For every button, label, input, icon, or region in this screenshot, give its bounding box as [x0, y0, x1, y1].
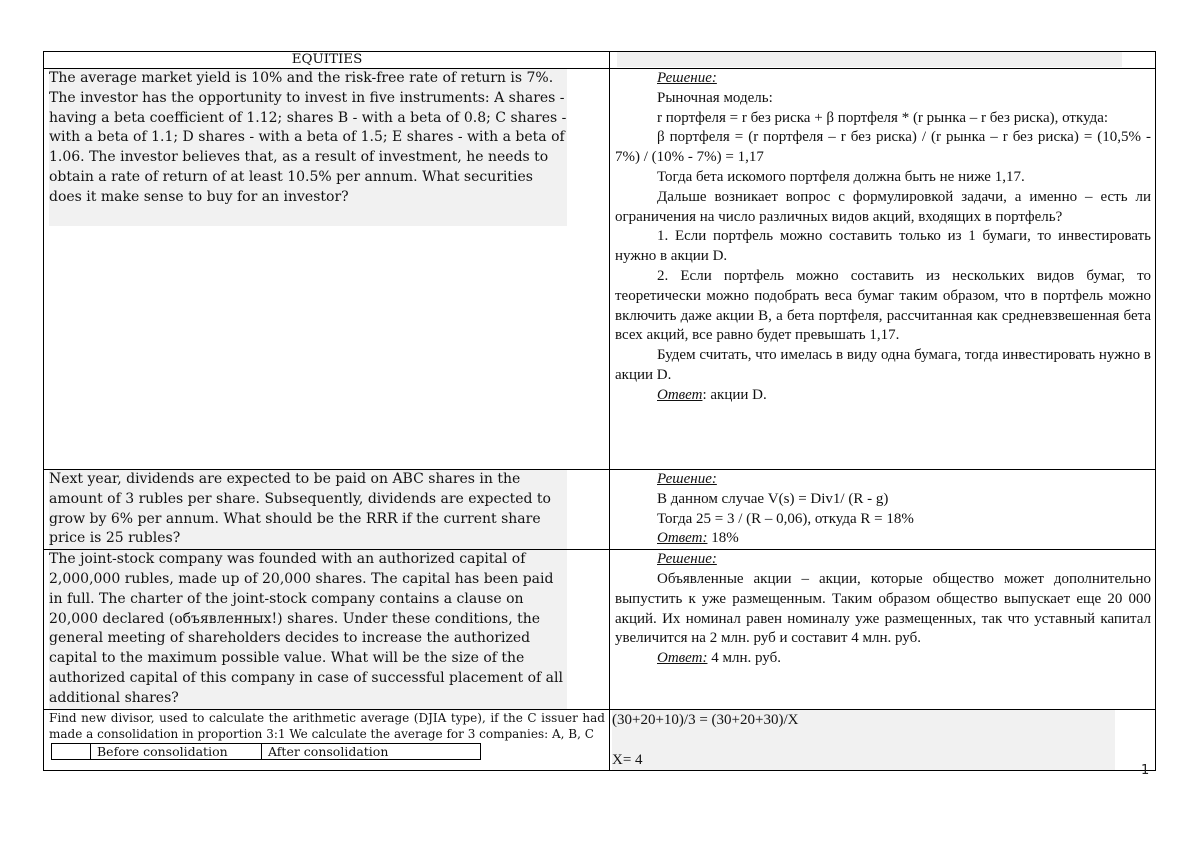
answer-paragraph: β портфеля = (r портфеля – r без риска) / (r рынка – r без риска) = (10,5% - 7%) / (10% - 7%) = 1,17 — [615, 129, 1151, 166]
solution-label: Решение: — [657, 70, 717, 86]
question-text: The joint-stock company was founded with an authorized capital of 2,000,000 rubles, made up of 20,000 shares. The capital has been paid in full. The charter of the joint-stock company contains a clause on 20,000 declared (объявленных!) shares. Under these conditions, the general meeting of shareholders decides to increase the authorized capital to the maximum possible value. What will be the size of the authorized capital of this company in case of successful placement of all additional shares? — [49, 550, 567, 708]
answer-paragraph: 1. Если портфель можно составить только из 1 бумаги, то инвестировать нужно в акции D. — [615, 228, 1151, 265]
answer-paragraph: Будем считать, что имелась в виду одна бумага, тогда инвестировать нужно в акции D. — [615, 347, 1151, 383]
question-cell — [44, 69, 610, 470]
answer-paragraph: Рыночная модель: — [657, 89, 773, 106]
answer-result — [615, 386, 1151, 406]
question-text: The average market yield is 10% and the risk-free rate of return is 7%. The investor has the opportunity to invest in five instruments: A shares - having a beta coefficient of 1.12; shares B - with a beta of 0.8; C shares - with a beta of 1.1; D shares - with a beta of 1.5; E shares - with a beta of 1.06. The investor believes that, as a result of investment, he needs to obtain a rate of return of at least 10.5% per annum. What securities does it make sense to buy for an investor? — [49, 69, 567, 226]
table-header-row — [44, 52, 1156, 69]
question-cell — [44, 550, 610, 709]
consolidation-header-row — [52, 743, 481, 759]
answer-paragraph: В данном случае V(s) = Div1/ (R - g) — [657, 490, 889, 507]
result-text: 4 млн. руб. — [707, 650, 781, 667]
answer-block — [612, 710, 1115, 770]
result-label: Ответ: — [657, 650, 708, 667]
equation-line: (30+20+10)/3 = (30+20+30)/X — [612, 711, 799, 728]
equities-table — [43, 51, 1156, 771]
answer-result — [615, 529, 1151, 549]
table-row — [44, 470, 1156, 550]
answer-paragraph: r портфеля = r без риска + β портфеля * (r рынка – r без риска), откуда: — [657, 109, 1109, 126]
solution-label: Решение: — [657, 551, 717, 568]
answer-paragraph: Тогда 25 = 3 / (R – 0,06), откуда R = 18% — [657, 510, 914, 527]
empty-cell — [52, 743, 91, 759]
answer-result — [615, 649, 1151, 669]
table-row — [44, 69, 1156, 470]
question-cell — [44, 470, 610, 550]
answer-cell — [610, 69, 1156, 470]
result-text: 18% — [707, 530, 739, 547]
answer-paragraph: Тогда бета искомого портфеля должна быть не ниже 1,17. — [657, 168, 1025, 185]
consolidation-table — [51, 743, 481, 760]
answer-cell — [610, 550, 1156, 709]
table-title: EQUITIES — [44, 52, 610, 69]
answer-cell — [610, 709, 1156, 770]
result-line: X= 4 — [612, 751, 643, 768]
table-row — [44, 550, 1156, 709]
page-number: 1 — [1141, 763, 1150, 778]
result-text: : акции D. — [702, 386, 767, 403]
answer-paragraph: Дальше возникает вопрос с формулировкой задачи, а именно – есть ли ограничения на число различных видов акций, входящих в портфель? — [615, 188, 1151, 225]
column-header: After consolidation — [262, 743, 481, 759]
table-row — [44, 709, 1156, 770]
answer-paragraph: Объявленные акции – акции, которые общество может дополнительно выпустить к уже размещенным. Таким образом общество выпускает еще 20 000 акций. Их номинал равен номиналу уже размещенных, так что уставный капитал увеличится на 2 млн. руб и составит 4 млн. руб. — [615, 570, 1151, 647]
solution-label: Решение: — [657, 471, 717, 487]
header-empty-cell — [610, 52, 1156, 69]
question-cell — [44, 709, 610, 770]
column-header: Before consolidation — [91, 743, 262, 759]
question-text: Find new divisor, used to calculate the arithmetic average (DJIA type), if the C issuer had made a consolidation in proportion 3:1 We calculate the average for 3 companies: A, B, C — [49, 710, 605, 742]
answer-cell — [610, 470, 1156, 550]
question-text: Next year, dividends are expected to be paid on ABC shares in the amount of 3 rubles per share. Subsequently, dividends are expected to grow by 6% per annum. What should be the RRR if the current share price is 25 rubles? — [49, 470, 567, 549]
answer-paragraph: 2. Если портфель можно составить из нескольких видов бумаг, то теоретически можно подобрать веса бумаг таким образом, что в портфель можно включить даже акции B, а бета портфеля, рассчитанная как средневзвешенная бета всех акций, все равно будет превышать 1,17. — [615, 267, 1151, 344]
result-label: Ответ — [657, 386, 703, 403]
result-label: Ответ: — [657, 530, 708, 547]
